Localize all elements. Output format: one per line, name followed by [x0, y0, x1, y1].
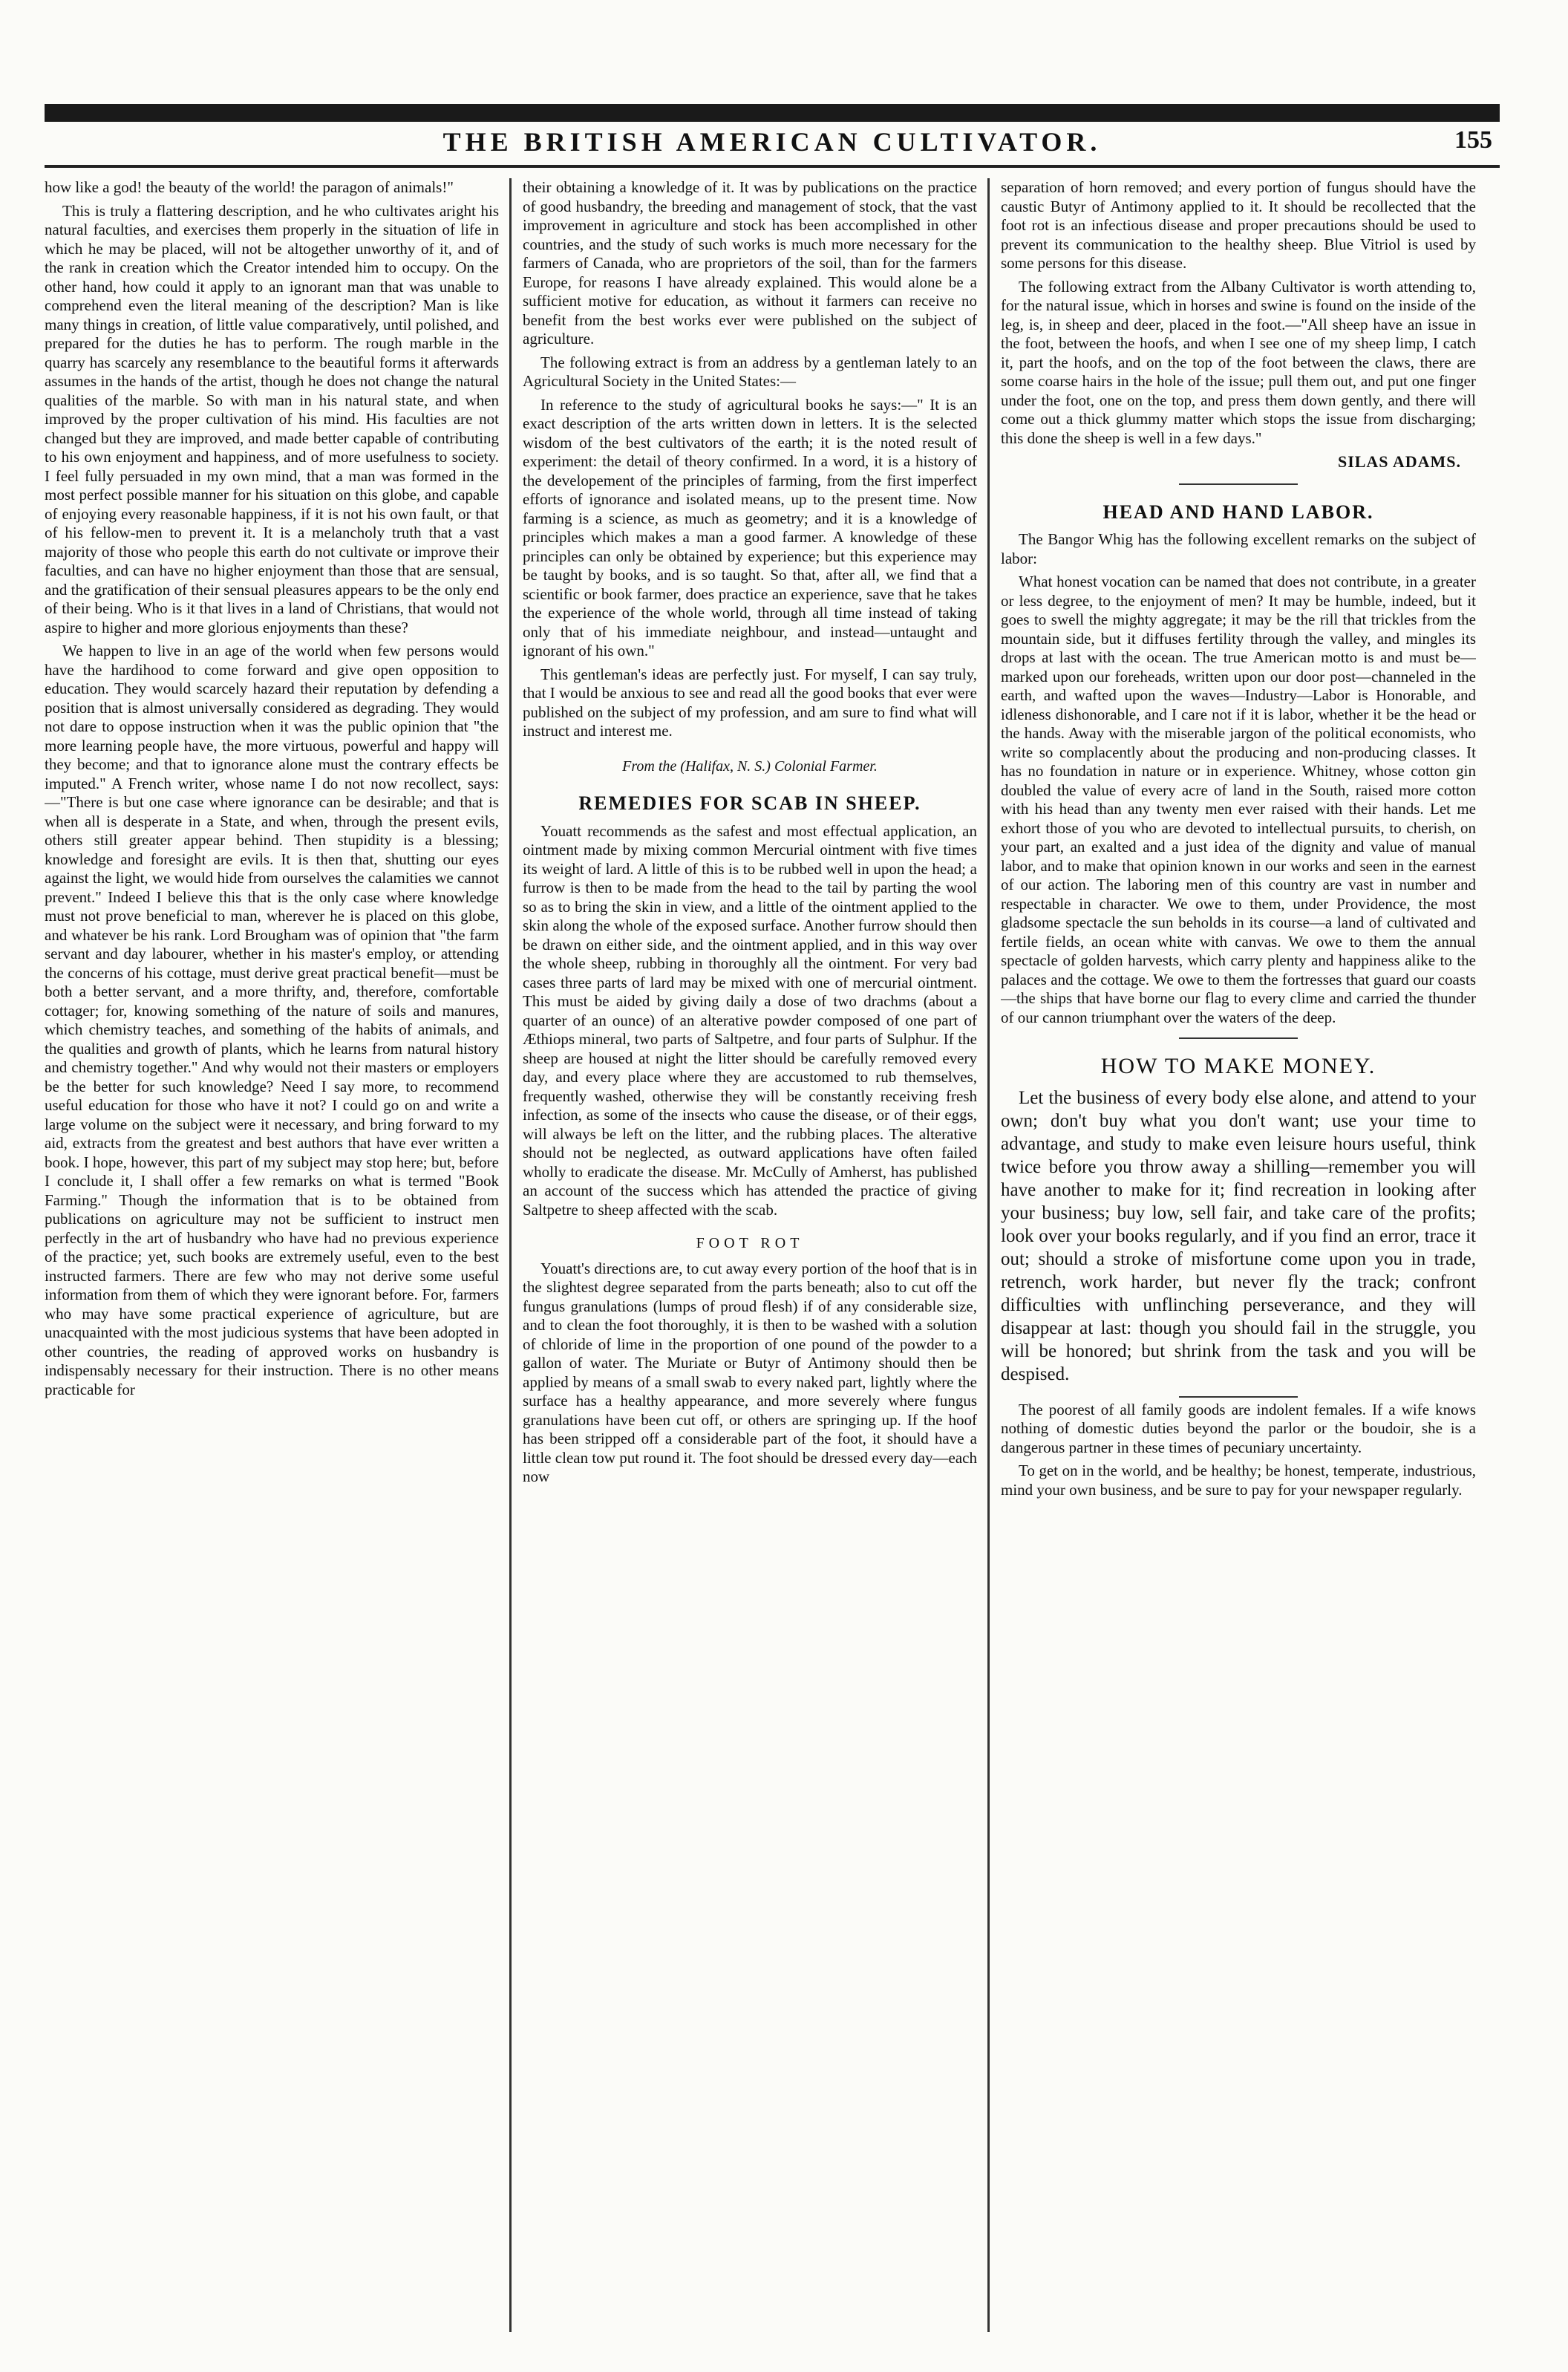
article-headline: HEAD AND HAND LABOR.	[1102, 501, 1374, 523]
paragraph: Youatt's directions are, to cut away every portion of the hoof that is in the slightest degree separated from the parts beneath; also to cut off the fungus granulations (lumps of proud flesh) if of any considerable size, and to clean the foot thoroughly, it is then to be washed with a solution of chloride of lime in the proportion of one pound of the powder to a gallon of water. The Muriate or Butyr of Antimony should then be applied by means of a small swab to every naked part, lightly where the surface has a healthy appearance, and more severely where fungus granulations have been cut off, or others are springing up. If the hoof has been stripped off a considerable part of the foot, it should have a little clean tow put round it. The foot should be dressed every day—each now	[523, 1259, 977, 1485]
paragraph: The Bangor Whig has the following excellent remarks on the subject of labor:	[1001, 530, 1476, 567]
section-divider	[1179, 1396, 1298, 1398]
paragraph: The poorest of all family goods are indolent females. If a wife knows nothing of domestic duties beyond the parlor or the boudoir, she is a dangerous partner in these times of pecuniary uncertainty.	[1001, 1400, 1476, 1456]
paragraph: To get on in the world, and be healthy; be honest, temperate, industrious, mind your own business, and be sure to pay for your newspaper regularly.	[1001, 1462, 1476, 1499]
paragraph: their obtaining a knowledge of it. It was by publications on the practice of good husbandry, the breeding and management of stock, that the vast improvement in agriculture and stock has been accomplished in other countries, and the study of such works is much more necessary for the farmers of Canada, who are proprietors of the soil, than for the farmers Europe, for reasons I have already explained. This would alone be a sufficient motive for education, as without it farmers can receive no benefit from the best works ever were published on the subject of agriculture.	[523, 178, 977, 348]
section-divider	[1179, 1037, 1298, 1039]
paragraph: The following extract from the Albany Cultivator is worth attending to, for the natural issue, which in horses and swine is found on the inside of the leg, is, in sheep and deer, placed in the foot.—"All sheep have an issue in the foot, between the hoofs, and when I see one of my sheep limp, I catch it, part the hoofs, and on the top of the foot between the claws, there are some coarse hairs in the hole of the issue; pull them out, and put one finger under the foot, one on the top, and press them down gently, and there will come out a thick glummy matter which stops the issue from discharging; this done the sheep is well in a few days."	[1001, 277, 1476, 447]
article-headline: HOW TO MAKE MONEY.	[1100, 1054, 1376, 1078]
column-rule	[987, 178, 990, 2332]
section-divider	[1179, 483, 1298, 485]
paragraph: This is truly a flattering description, and he who cultivates aright his natural faculties, and exercises them properly in the situation of life in which he may be placed, will not be altogether unworthy of it, and of the rank in creation which the Creator intended him to occupy. On the other hand, how could it apply to an ignorant man that was unable to comprehend even the literal meaning of the description? Man is like many things in creation, of little value comparatively, until polished, and prepared for the duties he has to perform. The rough marble in the quarry has scarcely any resemblance to the beautiful forms it afterwards assumes in the hands of the artist, though he does not change the natural qualities of the marble. So with man in his natural state, and when improved by the proper cultivation of his mind. His faculties are not changed but they are improved, and made better capable of contributing to his own enjoyment and happiness, and of more usefulness to society. I feel fully persuaded in my own mind, that a man was formed in the most perfect possible manner for his situation on this globe, and capable of enjoying every reasonable happiness, if it is not his own fault, or that of his fellow-men to prevent it. It is a melancholy truth that a vast majority of those who people this earth do not cultivate or improve their faculties, and can have no higher enjoyment than those that are sensual, and the gratification of their sensual pleasures appears to be the only end of their being. Who is it that lives in a land of Christians, that would not aspire to higher and more glorious enjoyments than these?	[45, 201, 499, 636]
article-source: From the (Halifax, N. S.) Colonial Farmer.	[622, 757, 878, 775]
paragraph: We happen to live in an age of the world when few persons would have the hardihood to come forward and give open opposition to education. They would scarcely hazard their reputation by defending a position that is almost universally considered as degrading. They would not dare to oppose instruction when it was the public opinion that "the more learning people have, the more virtuous, powerful and happy will they become; and that to ignorance alone must the contrary effects be imputed." A French writer, whose name I do not now recollect, says:—"There is but one case where ignorance can be desirable; and that is when all is desperate in a State, and when, through the present evils, others still greater appear behind. Then stupidity is a blessing; knowledge and foresight are evils. It is then that, shutting our eyes against the light, we would hide from ourselves the calamities we cannot prevent." Indeed I believe this that is the only case where knowledge must not prove beneficial to man, wherever he is placed on this globe, and whatever be his rank. Lord Brougham was of opinion that "the farm servant and day labourer, whether in his master's employ, or attending the concerns of his cottage, must derive great practical benefit—must be both a better servant, and a more thrifty, and, therefore, comfortable cottager; for, knowing something of the nature of soils and manures, which chemistry teaches, and something of the habits of animals, and the qualities and growth of plants, which he learns from natural history and chemistry together." And why would not their masters or employers be the better for such knowledge? Need I say more, to recommend useful education for those who have it not? I could go on and write a large volume on the subject were it necessary, and bring forward to my aid, extracts from the greatest and best authors that have ever written a book. I hope, however, this part of my subject may stop here; but, before I conclude it, I shall offer a few remarks on what is termed "Book Farming." Though the information that is to be obtained from publications on agriculture may not be sufficient to instruct men perfectly in the art of husbandry who have had no previous experience of the practice; yet, such books are extremely useful, even to the best instructed farmers. There are few who may not derive some useful information from them of which they were ignorant before. For, farmers who may have some practical experience of agriculture, but are unacquainted with the most judicious systems that have been adopted in other countries, the reading of approved works on husbandry is indispensably necessary for their instruction. There is no other means practicable for	[45, 642, 499, 1398]
column-3	[1001, 178, 1476, 2332]
paragraph: how like a god! the beauty of the world! the paragon of animals!"	[45, 178, 454, 196]
paragraph: Youatt recommends as the safest and most effectual application, an ointment made by mixing common Mercurial ointment with five times its weight of lard. A little of this is to be rubbed well in upon the head; a furrow is then to be made from the head to the tail by parting the wool so as to bring the skin in view, and a little of the ointment applied to the skin along the whole of the exposed surface. Another furrow should then be drawn on either side, and the ointment applied, and in this way over the whole sheep, rubbing in thoroughly all the ointment. For very bad cases three parts of lard may be mixed with one of mercurial ointment. This must be aided by giving daily a dose of two drachms (about a quarter of an ounce) of an alterative powder composed of one part of Æthiops mineral, two parts of Saltpetre, and four parts of Sulphur. If the sheep are housed at night the litter should be carefully removed every day, and every place where they are accustomed to rub themselves, frequently washed, otherwise they will be constantly receiving fresh infection, as some of the insects who cause the disease, or of their eggs, will always be left on the litter, and the rubbing places. The alterative should not be neglected, as outward applications have often failed wholly to eradicate the disease. Mr. McCully of Amherst, has published an account of the success which has attended the practice of giving Saltpetre to sheep affected with the scab.	[523, 821, 977, 1219]
section-subhead: FOOT ROT	[696, 1235, 804, 1251]
paragraph: In reference to the study of agricultural books he says:—" It is an exact description of the arts written down in letters. It is the selected wisdom of the best cultivators of the earth; it is the noted result of experiment: the detail of theory confirmed. In a word, it is a history of the developement of the principles of farming, from the first imperfect efforts of ignorance and isolated means, up to the present time. Now farming is a science, as much as geometry; and it is a knowledge of principles which makes a man a good farmer. A knowledge of these principles can only be obtained by experience; but this experience may be taught by books, and is so taught. So that, after all, we find that a scientific or book farmer, does practice an experience, save that he takes the experience of the whole world, through all time instead of taking only that of his immediate neighbour, and instead—untaught and ignorant of his own."	[523, 395, 977, 659]
paragraph: separation of horn removed; and every portion of fungus should have the caustic Butyr of Antimony applied to it. It should be recollected that the foot rot is an infectious disease and proper precautions should be used to prevent its communication to the healthy sheep. Blue Vitriol is used by some persons for this disease.	[1001, 178, 1476, 272]
paragraph: What honest vocation can be named that does not contribute, in a greater or less degree, to the enjoyment of men? It may be humble, indeed, but it goes to swell the mighty aggregate; it may be the rill that trickles from the mountain side, but it diffuses fertility through the valley, and mingles its drops at last with the ocean. The true American motto is and must be—marked upon our foreheads, written upon our door post—channeled in the earth, and wafted upon the waves—Industry—Labor is Honorable, and idleness dishonorable, and I care not if it is labor, whether it be the head or the hands. Away with the miserable jargon of the political economists, who write so complacently about the producing and non-producing classes. It has no foundation in nature or in experience. Whitney, whose cotton gin doubled the value of every acre of land in the South, raised more cotton with his head than any twenty men ever raised with their hands. Let me exhort those of you who are devoted to intellectual pursuits, to cherish, on your part, an exalted and a just idea of the dignity and value of manual labor, and to make that opinion known in our works and seen in the earnest of our action. The laboring men of this country are vast in number and respectable in character. We owe to them, under Providence, the most gladsome spectacle the sun beholds in its course—a land of cultivated and fertile fields, an ocean white with canvas. We owe to them the annual spectacle of golden harvests, which carry plenty and happiness alike to the palaces and the cottage. We owe to them the fortresses that guard our coasts—the ships that have borne our flag to every clime and carried the thunder of our cannon triumphant over the waters of the deep.	[1001, 573, 1476, 1026]
page-header	[45, 104, 1500, 175]
page-number: 155	[1454, 126, 1492, 154]
running-head	[45, 126, 1500, 163]
paragraph: This gentleman's ideas are perfectly just. For myself, I can say truly, that I would be anxious to see and read all the good books that ever were published on the subject of my profession, and am sure to find what will instruct and interest me.	[523, 665, 977, 740]
paragraph: Let the business of every body else alone, and attend to your own; don't buy what you don't want; use your time to advantage, and study to make even leisure hours useful, think twice before you throw away a shilling—remember you will have another to make for it; find recreation in looking after your business; buy low, sell fair, and take care of the profits; look over your books regularly, and if you find an error, trace it out; should a stroke of misfortune come upon you in trade, retrench, work harder, but never fly the track; confront difficulties with unflinching perseverance, and they will disappear at last: though you should fail in the struggle, you will be honored; but shrink from the task and you will be despised.	[1001, 1087, 1476, 1384]
column-1	[45, 178, 499, 2332]
masthead-bar	[45, 104, 1500, 122]
header-rule	[45, 165, 1500, 168]
author-signature: SILAS ADAMS.	[1337, 452, 1461, 471]
article-headline: REMEDIES FOR SCAB IN SHEEP.	[578, 792, 921, 814]
column-rule	[509, 178, 512, 2332]
column-2	[523, 178, 977, 2332]
publication-title: THE BRITISH AMERICAN CULTIVATOR.	[442, 127, 1102, 157]
paragraph: The following extract is from an address by a gentleman lately to an Agricultural Society in the United States:—	[523, 353, 977, 390]
